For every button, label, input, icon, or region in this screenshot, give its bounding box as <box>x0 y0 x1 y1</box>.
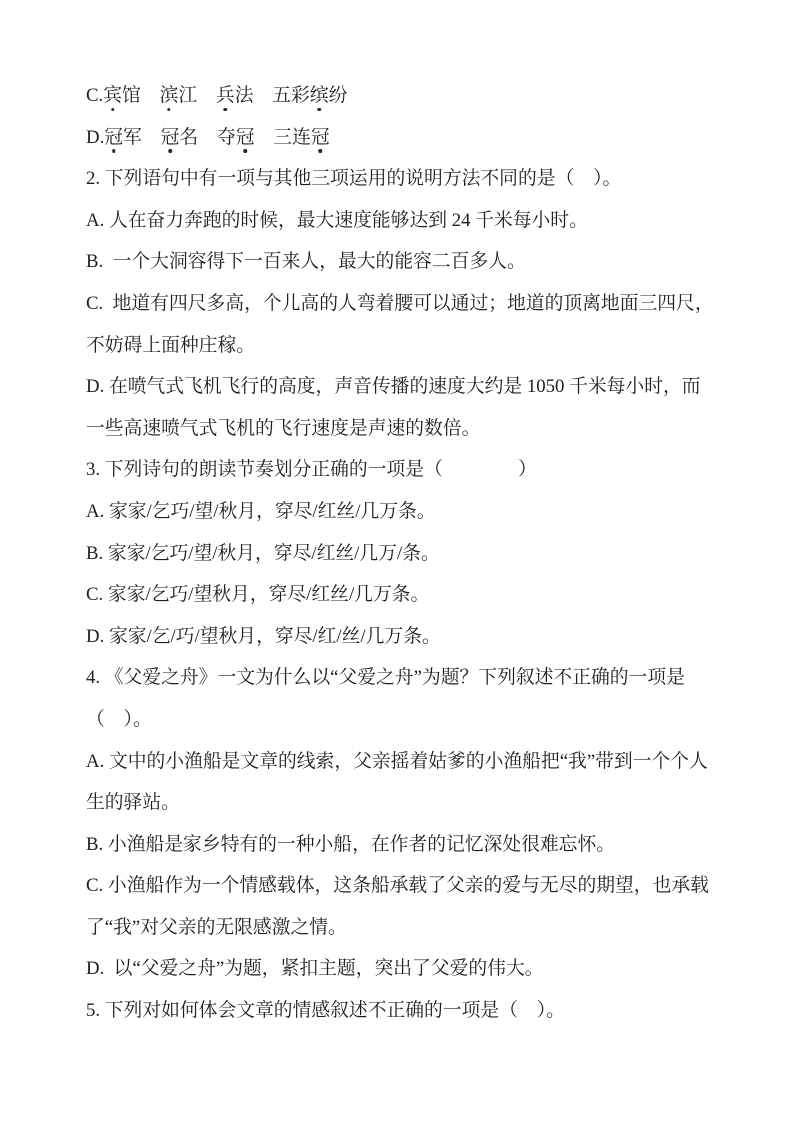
q4-option-a-cont <box>86 782 714 824</box>
text-segment: 一些高速喷气式飞机的飞行速度是声速的数倍。 <box>86 417 481 439</box>
q1-option-c <box>86 75 714 117</box>
text-segment: B. 家家/乞巧/望/秋月，穿尽/红丝/几万/条。 <box>86 542 440 564</box>
emphasized-char: 冠 <box>104 126 124 148</box>
q3-option-c <box>86 574 714 616</box>
text-segment: C. 家家/乞巧/望秋月，穿尽/红丝/几万条。 <box>86 584 430 606</box>
text-segment: 法 <box>234 85 254 106</box>
document-body <box>86 75 714 1032</box>
q2-option-d <box>86 366 714 408</box>
text-segment: B. 小渔船是家乡特有的一种小船，在作者的记忆深处很难忘怀。 <box>86 833 616 855</box>
text-segment <box>141 85 160 106</box>
text-segment <box>198 127 217 148</box>
q2-option-d-cont <box>86 408 714 450</box>
text-segment: C. 地道有四尺多高，个儿高的人弯着腰可以通过；地道的顶离地面三四尺， <box>86 292 714 314</box>
q3-option-a <box>86 491 714 533</box>
text-segment: 3. 下列诗句的朗读节奏划分正确的一项是（ ） <box>86 459 537 481</box>
text-segment: A. 文中的小渔船是文章的线索，父亲摇着姑爹的小渔船把“我”带到一个个人 <box>86 750 708 772</box>
q4-option-d <box>86 948 714 990</box>
text-segment: （ ）。 <box>86 708 152 730</box>
q4-stem-cont <box>86 699 714 741</box>
emphasized-char: 冠 <box>235 126 255 148</box>
text-segment: D. 在喷气式飞机飞行的高度，声音传播的速度大约是 1050 千米每小时，而 <box>86 376 701 398</box>
q4-option-c <box>86 865 714 907</box>
q4-stem <box>86 657 714 699</box>
text-segment: 5. 下列对如何体会文章的情感叙述不正确的一项是（ ）。 <box>86 1000 565 1022</box>
text-segment: D. 家家/乞/巧/望秋月，穿尽/红/丝/几万条。 <box>86 625 441 647</box>
text-segment: 夺 <box>216 126 236 148</box>
text-segment: 名 <box>179 126 199 148</box>
text-segment: 江 <box>178 85 198 106</box>
q5-stem <box>86 990 714 1032</box>
text-segment: D. 以“父爱之舟”为题，紧扣主题，突出了父爱的伟大。 <box>86 958 544 980</box>
q3-option-d <box>86 616 714 658</box>
text-segment <box>253 85 272 106</box>
text-segment <box>142 127 161 148</box>
q1-option-d <box>86 117 714 159</box>
text-segment: 三连 <box>273 126 311 148</box>
text-segment: C. <box>86 85 104 106</box>
q3-stem <box>86 449 714 491</box>
q2-option-a <box>86 200 714 242</box>
emphasized-char: 宾 <box>103 85 123 106</box>
emphasized-char: 冠 <box>310 126 330 148</box>
q2-option-c <box>86 283 714 325</box>
text-segment: 了“我”对父亲的无限感激之情。 <box>86 916 347 938</box>
emphasized-char: 兵 <box>215 85 235 106</box>
emphasized-char: 缤 <box>309 85 329 106</box>
text-segment: 不妨碍上面种庄稼。 <box>86 334 256 356</box>
text-segment: 4. 《父爱之舟》一文为什么以“父爱之舟”为题？下列叙述不正确的一项是 <box>86 667 685 689</box>
text-segment: A. 家家/乞巧/望/秋月，穿尽/红丝/几万条。 <box>86 500 436 522</box>
q4-option-b <box>86 824 714 866</box>
text-segment: 军 <box>123 126 142 148</box>
emphasized-char: 滨 <box>159 85 179 106</box>
text-segment <box>255 127 274 148</box>
text-segment: 生的驿站。 <box>86 792 180 814</box>
emphasized-char: 冠 <box>160 126 180 148</box>
text-segment: C. 小渔船作为一个情感载体，这条船承载了父亲的爱与无尽的期望，也承载 <box>86 875 709 897</box>
text-segment <box>197 85 216 106</box>
text-segment: 2. 下列语句中有一项与其他三项运用的说明方法不同的是（ ）。 <box>86 168 622 190</box>
q3-option-b <box>86 533 714 575</box>
q4-option-c-cont <box>86 907 714 949</box>
q2-stem <box>86 158 714 200</box>
text-segment: 纷 <box>328 85 348 106</box>
q4-option-a <box>86 741 714 783</box>
text-segment: D. <box>86 126 105 148</box>
text-segment: 馆 <box>122 85 141 106</box>
text-segment: 五彩 <box>272 85 310 106</box>
text-segment: B. 一个大洞容得下一百来人，最大的能容二百多人。 <box>86 251 526 273</box>
text-segment: A. 人在奋力奔跑的时候，最大速度能够达到 24 千米每小时。 <box>86 209 588 231</box>
q2-option-c-cont <box>86 325 714 367</box>
q2-option-b <box>86 241 714 283</box>
